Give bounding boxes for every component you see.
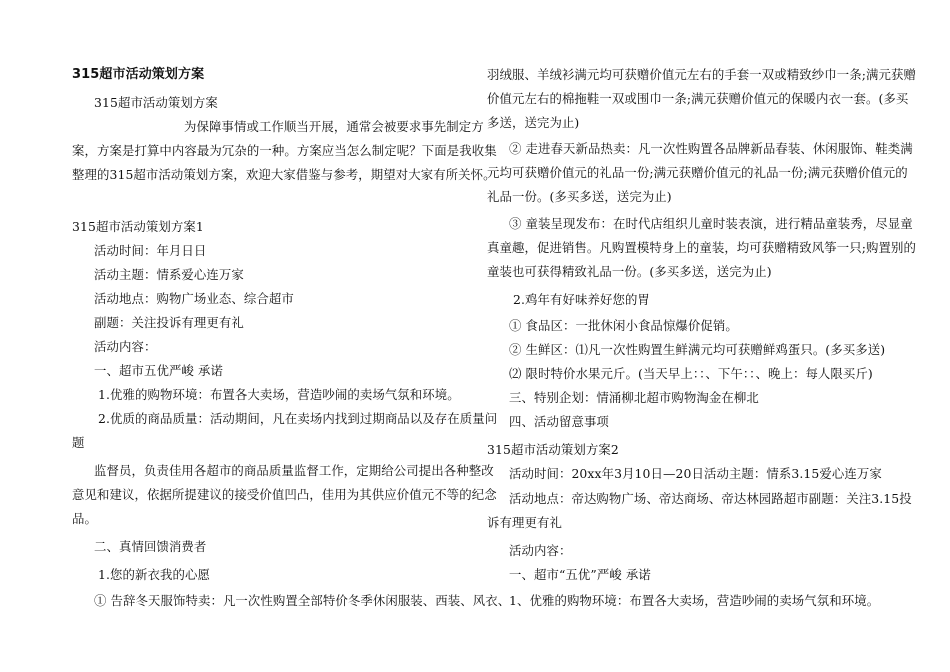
text-line: ① 食品区：一批休闲小食品惊爆价促销。 (509, 318, 738, 333)
text-line: 1.您的新衣我的心愿 (98, 567, 210, 582)
text-line: 活动地点：购物广场业态、综合超市 (94, 291, 294, 306)
text-line: 童装也可获得精致礼品一份。(多买多送，送完为止) (487, 264, 772, 279)
text-line: 价值元左右的棉拖鞋一双或围巾一条;满元获赠价值元的保暖内衣一套。(多买 (487, 91, 909, 106)
text-line: 案，方案是打算中内容最为冗杂的一种。方案应当怎么制定呢？下面是我收集 (72, 143, 497, 158)
text-line: 一、超市五优严峻 承诺 (94, 363, 223, 378)
text-line: ② 走进春天新品热卖：凡一次性购置各品牌新品春装、休闲服饰、鞋类满 (509, 141, 913, 156)
text-line: 监督员，负责佳用各超市的商品质量监督工作，定期给公司提出各种整改 (94, 463, 494, 478)
text-line: 二、真情回馈消费者 (94, 539, 207, 554)
text-line: 意见和建议，依据所提建议的接受价值凹凸，佳用为其供应价值元不等的纪念 (72, 487, 497, 502)
document-title: 315超市活动策划方案 (72, 67, 205, 82)
text-line: ⑵ 限时特价水果元斤。(当天早上：：、下午：：、晚上：每人限买斤) (509, 366, 873, 381)
text-line: 2.优质的商品质量：活动期间，凡在卖场内找到过期商品以及存在质量问 (98, 411, 498, 426)
text-line: 四、活动留意事项 (509, 414, 609, 429)
text-line: 整理的315超市活动策划方案，欢迎大家借鉴与参考，期望对大家有所关怀。 (72, 167, 496, 182)
text-line: 1.优雅的购物环境：布置各大卖场，营造吵闹的卖场气氛和环境。 (98, 387, 460, 402)
text-line: 一、超市“五优”严峻 承诺 (509, 567, 651, 582)
text-line: 品。 (72, 511, 97, 526)
text-line: 为保障事情或工作顺当开展，通常会被要求事先制定方 (184, 119, 484, 134)
text-line: 活动时间：年月日日 (94, 243, 207, 258)
text-line: 1、优雅的购物环境：布置各大卖场，营造吵闹的卖场气氛和环境。 (509, 593, 880, 608)
text-line: 315超市活动策划方案 (94, 95, 218, 110)
text-line: ③ 童装呈现发布：在时代店组织儿童时装表演，进行精品童装秀，尽显童 (509, 216, 913, 231)
text-line: 真童趣，促进销售。凡购置模特身上的童装，均可获赠精致风筝一只;购置别的 (487, 240, 916, 255)
text-line: 活动主题：情系爱心连万家 (94, 267, 244, 282)
text-line: 三、特别企划：情涌柳北超市购物淘金在柳北 (509, 390, 759, 405)
text-line: 礼品一份。(多买多送，送完为止) (487, 189, 672, 204)
text-line: ① 告辞冬天服饰特卖：凡一次性购置全部特价冬季休闲服装、西装、风衣、 (94, 593, 511, 608)
text-line: 活动内容： (509, 543, 572, 558)
section-heading: 315超市活动策划方案2 (487, 442, 619, 457)
text-line: 多送，送完为止) (487, 115, 580, 130)
text-line: ② 生鲜区：⑴凡一次性购置生鲜满元均可获赠鲜鸡蛋只。(多买多送) (509, 342, 886, 357)
text-line: 题 (72, 435, 85, 450)
text-line: 羽绒服、羊绒衫满元均可获赠价值元左右的手套一双或精致纱巾一条;满元获赠 (487, 67, 916, 82)
text-line: 活动地点：帝达购物广场、帝达商场、帝达林园路超市副题：关注3.15投 (509, 491, 912, 506)
text-line: 2.鸡年有好味养好您的胃 (513, 292, 650, 307)
text-line: 元均可获赠价值元的礼品一份;满元获赠价值元的礼品一份;满元获赠价值元的 (487, 165, 908, 180)
text-line: 诉有理更有礼 (487, 515, 562, 530)
section-heading: 315超市活动策划方案1 (72, 219, 204, 234)
text-line: 活动时间：20xx年3月10日—20日活动主题：情系3.15爱心连万家 (509, 466, 882, 481)
text-line: 副题：关注投诉有理更有礼 (94, 315, 244, 330)
text-line: 活动内容： (94, 339, 157, 354)
